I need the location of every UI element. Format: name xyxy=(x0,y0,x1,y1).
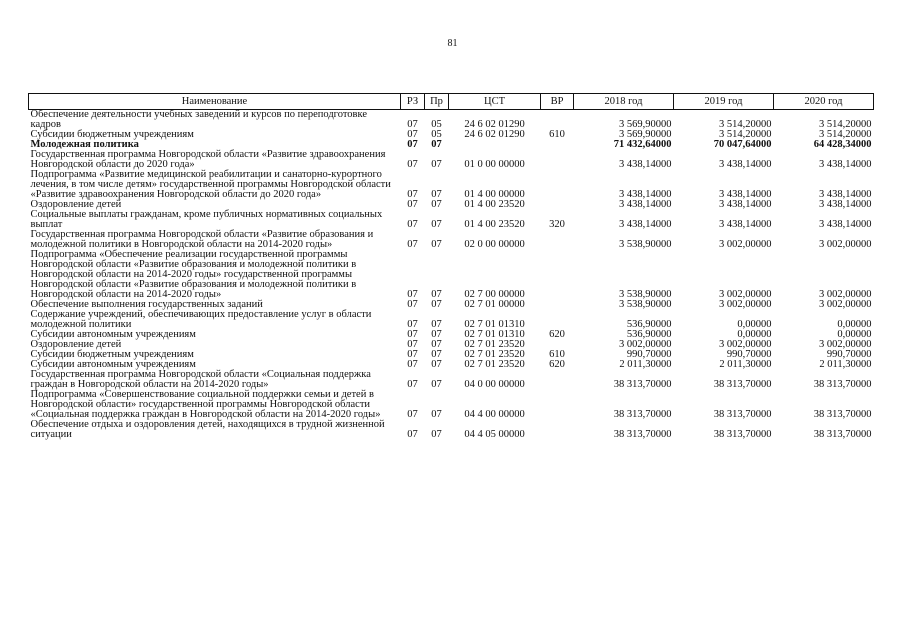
cell-cst: 01 4 00 23520 xyxy=(464,219,525,230)
cell-cst: 02 0 00 00000 xyxy=(464,239,525,250)
header-pr: Пр xyxy=(425,94,449,110)
cell-vr xyxy=(541,310,574,330)
cell-cst: 02 7 00 00000 xyxy=(464,289,525,300)
cell-2020: 3 002,00000 xyxy=(819,299,872,310)
cell-2018: 2 011,30000 xyxy=(619,359,672,370)
cell-name: Подпрограмма «Обеспечение реализации государственной программы Новгородской области «Развитие образования и молодежной политики в Новгородской области на 2014-2020 годы» государственной программы Новгородской области «Развитие образования и молодежной политики в Новгородской области на 2014-2020 годы» xyxy=(30,249,357,300)
cell-2020: 0,00000 xyxy=(837,319,872,330)
cell-name: Субсидии бюджетным учреждениям xyxy=(30,349,194,360)
cell-2020: 2 011,30000 xyxy=(819,359,872,370)
table-row xyxy=(29,370,874,390)
cell-2018: 3 438,14000 xyxy=(619,199,672,210)
cell-name: Обеспечение деятельности учебных заведений и курсов по переподготовке кадров xyxy=(30,109,367,130)
cell-pr: 07 xyxy=(431,159,442,170)
cell-vr: 620 xyxy=(549,329,565,340)
cell-2019: 3 438,14000 xyxy=(719,159,772,170)
cell-2018: 536,90000 xyxy=(626,329,672,340)
cell-name: Обеспечение выполнения государственных заданий xyxy=(30,299,263,310)
cell-2019: 990,70000 xyxy=(726,349,772,360)
cell-rz: 07 xyxy=(407,129,418,140)
cell-vr xyxy=(541,140,574,150)
cell-2019: 3 002,00000 xyxy=(719,239,772,250)
cell-pr: 07 xyxy=(431,139,442,150)
cell-name: Подпрограмма «Совершенствование социальной поддержки семьи и детей в Новгородской области» государственной программы Новгородской области «Социальная поддержка граждан в Новгородской области на 2014-2020 годы» xyxy=(30,389,381,420)
cell-vr: 620 xyxy=(549,359,565,370)
table-row xyxy=(29,110,874,131)
cell-name: Государственная программа Новгородской области «Развитие здравоохранения Новгородской области до 2020 года» xyxy=(30,149,386,170)
cell-pr: 07 xyxy=(431,319,442,330)
cell-2018: 71 432,64000 xyxy=(613,139,672,150)
cell-name: Оздоровление детей xyxy=(30,339,122,350)
cell-pr: 07 xyxy=(431,299,442,310)
cell-cst xyxy=(449,140,541,150)
cell-rz: 07 xyxy=(407,429,418,440)
cell-name: Обеспечение отдыха и оздоровления детей, находящихся в трудной жизненной ситуации xyxy=(30,419,385,440)
cell-name: Молодежная политика xyxy=(30,139,139,150)
cell-cst: 02 7 01 23520 xyxy=(464,359,525,370)
cell-pr: 07 xyxy=(431,379,442,390)
cell-2018: 38 313,70000 xyxy=(613,379,672,390)
cell-2020: 38 313,70000 xyxy=(813,409,872,420)
cell-vr xyxy=(541,250,574,300)
cell-cst: 02 7 01 00000 xyxy=(464,299,525,310)
cell-name: Государственная программа Новгородской области «Развитие образования и молодежной политики в Новгородской области на 2014-2020 годы» xyxy=(30,229,374,250)
cell-pr: 07 xyxy=(431,409,442,420)
cell-2019: 3 002,00000 xyxy=(719,289,772,300)
cell-rz: 07 xyxy=(407,139,418,150)
cell-2020: 3 002,00000 xyxy=(819,289,872,300)
table-row xyxy=(29,230,874,250)
cell-2020: 990,70000 xyxy=(826,349,872,360)
cell-rz: 07 xyxy=(407,409,418,420)
table-header-row xyxy=(29,94,874,110)
cell-rz: 07 xyxy=(407,199,418,210)
cell-rz: 07 xyxy=(407,119,418,130)
cell-cst: 24 6 02 01290 xyxy=(464,119,525,130)
cell-cst: 04 0 00 00000 xyxy=(464,379,525,390)
cell-pr: 05 xyxy=(431,129,442,140)
cell-name: Государственная программа Новгородской области «Социальная поддержка граждан в Новгородской области на 2014-2020 годы» xyxy=(30,369,371,390)
cell-vr xyxy=(541,300,574,310)
cell-2018: 3 438,14000 xyxy=(619,219,672,230)
cell-rz: 07 xyxy=(407,289,418,300)
cell-name: Субсидии бюджетным учреждениям xyxy=(30,129,194,140)
header-2019: 2019 год xyxy=(674,94,774,110)
cell-2019: 3 514,20000 xyxy=(719,119,772,130)
cell-2019: 2 011,30000 xyxy=(719,359,772,370)
cell-2019: 0,00000 xyxy=(737,329,772,340)
cell-rz: 07 xyxy=(407,219,418,230)
table-row xyxy=(29,150,874,170)
cell-2020: 3 514,20000 xyxy=(819,129,872,140)
cell-rz: 07 xyxy=(407,299,418,310)
cell-vr xyxy=(541,390,574,420)
cell-rz: 07 xyxy=(407,319,418,330)
cell-cst: 01 4 00 00000 xyxy=(464,189,525,200)
cell-rz: 07 xyxy=(407,159,418,170)
cell-2019: 3 438,14000 xyxy=(719,199,772,210)
cell-2018: 38 313,70000 xyxy=(613,429,672,440)
cell-rz: 07 xyxy=(407,189,418,200)
cell-vr: 610 xyxy=(549,129,565,140)
cell-2020: 38 313,70000 xyxy=(813,379,872,390)
cell-pr: 07 xyxy=(431,219,442,230)
cell-2019: 0,00000 xyxy=(737,319,772,330)
cell-cst: 02 7 01 23520 xyxy=(464,349,525,360)
header-2020: 2020 год xyxy=(774,94,874,110)
cell-2018: 3 002,00000 xyxy=(619,339,672,350)
cell-rz: 07 xyxy=(407,329,418,340)
cell-2018: 3 569,90000 xyxy=(619,129,672,140)
header-cst: ЦСТ xyxy=(449,94,541,110)
table-row xyxy=(29,310,874,330)
cell-name: Оздоровление детей xyxy=(30,199,122,210)
table-body xyxy=(29,110,874,441)
cell-2018: 3 538,90000 xyxy=(619,299,672,310)
cell-2018: 3 438,14000 xyxy=(619,159,672,170)
cell-cst: 01 0 00 00000 xyxy=(464,159,525,170)
cell-cst: 01 4 00 23520 xyxy=(464,199,525,210)
cell-2019: 3 438,14000 xyxy=(719,189,772,200)
cell-cst: 02 7 01 01310 xyxy=(464,329,525,340)
cell-pr: 07 xyxy=(431,349,442,360)
cell-name: Социальные выплаты гражданам, кроме публичных нормативных социальных выплат xyxy=(30,209,383,230)
cell-2018: 3 538,90000 xyxy=(619,289,672,300)
header-rz: РЗ xyxy=(401,94,425,110)
cell-vr: 610 xyxy=(549,349,565,360)
table-row xyxy=(29,390,874,420)
cell-2019: 70 047,64000 xyxy=(713,139,772,150)
cell-2019: 3 002,00000 xyxy=(719,339,772,350)
cell-name: Содержание учреждений, обеспечивающих предоставление услуг в области молодежной политики xyxy=(30,309,372,330)
cell-cst: 04 4 00 00000 xyxy=(464,409,525,420)
table-row xyxy=(29,210,874,230)
cell-pr: 05 xyxy=(431,119,442,130)
cell-pr: 07 xyxy=(431,189,442,200)
cell-vr xyxy=(541,420,574,440)
cell-pr: 07 xyxy=(431,199,442,210)
cell-cst: 04 4 05 00000 xyxy=(464,429,525,440)
cell-name: Субсидии автономным учреждениям xyxy=(30,329,196,340)
cell-vr: 320 xyxy=(549,219,565,230)
header-vr: ВР xyxy=(541,94,574,110)
cell-2019: 38 313,70000 xyxy=(713,429,772,440)
cell-2019: 3 514,20000 xyxy=(719,129,772,140)
cell-2019: 3 002,00000 xyxy=(719,299,772,310)
cell-2020: 64 428,34000 xyxy=(813,139,872,150)
table-row xyxy=(29,170,874,200)
cell-cst: 24 6 02 01290 xyxy=(464,129,525,140)
cell-vr xyxy=(541,230,574,250)
table-row xyxy=(29,420,874,440)
cell-2020: 3 002,00000 xyxy=(819,239,872,250)
cell-2020: 0,00000 xyxy=(837,329,872,340)
cell-2020: 3 002,00000 xyxy=(819,339,872,350)
cell-2018: 536,90000 xyxy=(626,319,672,330)
cell-rz: 07 xyxy=(407,359,418,370)
cell-2020: 3 438,14000 xyxy=(819,219,872,230)
cell-2019: 38 313,70000 xyxy=(713,409,772,420)
cell-rz: 07 xyxy=(407,379,418,390)
cell-2020: 3 438,14000 xyxy=(819,189,872,200)
cell-rz: 07 xyxy=(407,339,418,350)
cell-vr xyxy=(541,110,574,131)
cell-rz: 07 xyxy=(407,239,418,250)
cell-pr: 07 xyxy=(431,239,442,250)
cell-vr xyxy=(541,200,574,210)
cell-2018: 3 438,14000 xyxy=(619,189,672,200)
cell-vr xyxy=(541,150,574,170)
cell-cst: 02 7 01 23520 xyxy=(464,339,525,350)
cell-2020: 3 514,20000 xyxy=(819,119,872,130)
cell-2018: 990,70000 xyxy=(626,349,672,360)
table-row xyxy=(29,250,874,300)
cell-vr xyxy=(541,370,574,390)
cell-name: Подпрограмма «Развитие медицинской реабилитации и санаторно-курортного лечения, в том числе детям» государственной программы Новгородской области «Развитие здравоохранения Новгородской области до 2020 года» xyxy=(30,169,391,200)
cell-pr: 07 xyxy=(431,359,442,370)
cell-vr xyxy=(541,170,574,200)
budget-table xyxy=(28,93,874,440)
cell-2018: 38 313,70000 xyxy=(613,409,672,420)
cell-2020: 3 438,14000 xyxy=(819,199,872,210)
cell-rz: 07 xyxy=(407,349,418,360)
cell-2019: 38 313,70000 xyxy=(713,379,772,390)
header-name: Наименование xyxy=(29,94,401,110)
cell-pr: 07 xyxy=(431,339,442,350)
cell-2020: 3 438,14000 xyxy=(819,159,872,170)
cell-2020: 38 313,70000 xyxy=(813,429,872,440)
cell-2018: 3 538,90000 xyxy=(619,239,672,250)
cell-2019: 3 438,14000 xyxy=(719,219,772,230)
page-number: 81 xyxy=(447,38,458,49)
cell-cst: 02 7 01 01310 xyxy=(464,319,525,330)
cell-pr: 07 xyxy=(431,289,442,300)
cell-2018: 3 569,90000 xyxy=(619,119,672,130)
cell-pr: 07 xyxy=(431,429,442,440)
cell-pr: 07 xyxy=(431,329,442,340)
header-2018: 2018 год xyxy=(574,94,674,110)
cell-name: Субсидии автономным учреждениям xyxy=(30,359,196,370)
